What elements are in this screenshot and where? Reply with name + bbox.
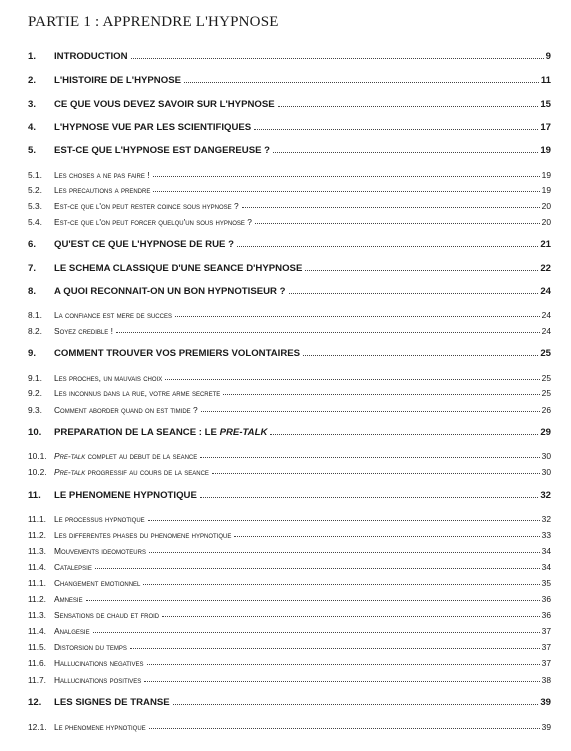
toc-section-entry[interactable]: [28, 638, 551, 652]
toc-entry-title: Est-ce que l'on peut forcer quelqu'un sous hypnose ?: [54, 217, 252, 227]
toc-page-number: 39: [540, 697, 551, 708]
toc-section-entry[interactable]: [28, 574, 551, 588]
toc-entry-number: 11.3.: [28, 546, 47, 556]
toc-section-entry[interactable]: [28, 654, 551, 668]
toc-section-entry[interactable]: [28, 369, 551, 383]
toc-page-number: 17: [540, 122, 551, 133]
toc-section-entry[interactable]: [28, 447, 551, 461]
toc-page-number: 25: [540, 348, 551, 359]
toc-page-number: 22: [540, 263, 551, 274]
toc-page-number: 39: [541, 722, 551, 732]
toc-entry-title: L'HISTOIRE DE L'HYPNOSE: [54, 75, 181, 86]
toc-entry-title: Est-ce que l'on peut rester coince sous hypnose ?: [54, 201, 239, 211]
toc-section-entry[interactable]: [28, 401, 551, 415]
dot-leader: [212, 472, 540, 474]
toc-page-number: 21: [540, 239, 551, 250]
toc-chapter-entry[interactable]: [28, 142, 551, 156]
toc-section-entry[interactable]: [28, 181, 551, 195]
toc-chapter-entry[interactable]: [28, 345, 551, 359]
toc-page-number: 24: [541, 310, 551, 320]
dot-leader: [175, 315, 540, 317]
toc-entry-title: Soyez credible !: [54, 326, 113, 336]
toc-entry-number: 11.5.: [28, 642, 47, 652]
toc-page-number: 29: [540, 427, 551, 438]
dot-leader: [148, 519, 540, 521]
toc-chapter-entry[interactable]: [28, 283, 551, 297]
toc-entry-number: 9.: [28, 348, 37, 359]
toc-entry-number: 10.1.: [28, 451, 47, 461]
toc-page-number: 35: [541, 578, 551, 588]
dot-leader: [153, 190, 539, 192]
toc-page-number: 19: [541, 185, 551, 195]
dot-leader: [86, 599, 540, 601]
toc-entry-number: 12.1.: [28, 722, 47, 732]
toc-entry-number: 3.: [28, 99, 37, 110]
toc-page-number: 32: [540, 490, 551, 501]
dot-leader: [149, 727, 540, 729]
toc-entry-title: Catalepsie: [54, 562, 92, 572]
dot-leader: [116, 331, 540, 333]
toc-chapter-entry[interactable]: [28, 236, 551, 250]
toc-section-entry[interactable]: [28, 384, 551, 398]
toc-entry-title: Les proches, un mauvais choix: [54, 373, 163, 383]
toc-entry-number: 9.3.: [28, 405, 42, 415]
toc-page-number: 20: [541, 217, 551, 227]
dot-leader: [234, 535, 539, 537]
toc-page-number: 37: [541, 642, 551, 652]
dot-leader: [273, 151, 538, 153]
toc-section-entry[interactable]: [28, 213, 551, 227]
toc-entry-title: QU'EST CE QUE L'HYPNOSE DE RUE ?: [54, 239, 234, 250]
toc-entry-number: 5.4.: [28, 217, 42, 227]
dot-leader: [254, 128, 538, 130]
toc-page-number: 37: [541, 626, 551, 636]
toc-section-entry[interactable]: [28, 671, 551, 685]
toc-entry-title: Les inconnus dans la rue, votre arme secrete: [54, 388, 221, 398]
toc-entry-title: EST-CE QUE L'HYPNOSE EST DANGEREUSE ?: [54, 145, 271, 156]
toc-page-number: 34: [541, 562, 551, 572]
dot-leader: [201, 410, 540, 412]
dot-leader: [200, 496, 538, 498]
toc-entry-title: Analgesie: [54, 626, 90, 636]
toc-entry-title: INTRODUCTION: [54, 51, 128, 62]
toc-entry-title: Les choses a ne pas faire !: [54, 170, 150, 180]
dot-leader: [242, 206, 540, 208]
dot-leader: [200, 456, 539, 458]
dot-leader: [173, 703, 539, 705]
toc-page-number: 25: [541, 373, 551, 383]
toc-entry-number: 4.: [28, 122, 37, 133]
toc-chapter-entry[interactable]: [28, 72, 551, 86]
toc-entry-title: COMMENT TROUVER VOS PREMIERS VOLONTAIRES: [54, 348, 301, 359]
toc-section-entry[interactable]: [28, 526, 551, 540]
toc-entry-title: LE SCHEMA CLASSIQUE D'UNE SEANCE D'HYPNOSE: [54, 263, 303, 274]
toc-page-number: 9: [545, 51, 551, 62]
toc-entry-number: 8.1.: [28, 310, 42, 320]
toc-entry-title: Hallucinations positives: [54, 675, 142, 685]
toc-entry-title: Sensations de chaud et froid: [54, 610, 160, 620]
toc-entry-number: 11.: [28, 490, 41, 501]
toc-chapter-entry[interactable]: [28, 260, 551, 274]
toc-chapter-entry[interactable]: [28, 694, 551, 708]
toc-entry-number: 9.2.: [28, 388, 42, 398]
toc-page-number: 36: [541, 610, 551, 620]
dot-leader: [143, 583, 539, 585]
toc-entry-number: 11.3.: [28, 610, 47, 620]
dot-leader: [270, 433, 538, 435]
toc-section-entry[interactable]: [28, 718, 551, 732]
toc-section-entry[interactable]: [28, 166, 551, 180]
toc-page-number: 19: [540, 145, 551, 156]
toc-entry-title: L'HYPNOSE VUE PAR LES SCIENTIFIQUES: [54, 122, 252, 133]
dot-leader: [165, 378, 539, 380]
toc-section-entry[interactable]: [28, 322, 551, 336]
toc-section-entry[interactable]: [28, 606, 551, 620]
toc-entry-number: 11.4.: [28, 626, 47, 636]
toc-entry-title: Amnesie: [54, 594, 83, 604]
toc-entry-number: 11.1.: [28, 514, 47, 524]
toc-section-entry[interactable]: [28, 622, 551, 636]
toc-section-entry[interactable]: [28, 306, 551, 320]
toc-entry-number: 9.1.: [28, 373, 42, 383]
toc-section-entry[interactable]: [28, 590, 551, 604]
toc-entry-number: 8.: [28, 286, 37, 297]
toc-entry-title: Pre-talk progressif au cours de la seance: [54, 467, 209, 477]
toc-entry-number: 5.3.: [28, 201, 42, 211]
dot-leader: [144, 680, 539, 682]
toc-chapter-entry[interactable]: [28, 119, 551, 133]
dot-leader: [131, 57, 544, 59]
dot-leader: [305, 269, 538, 271]
toc-entry-title: Les precautions a prendre: [54, 185, 151, 195]
toc-page-number: 25: [541, 388, 551, 398]
toc-entry-number: 10.2.: [28, 467, 47, 477]
toc-page-number: 30: [541, 467, 551, 477]
toc-entry-number: 5.2.: [28, 185, 42, 195]
toc-entry-number: 5.1.: [28, 170, 42, 180]
toc-section-entry[interactable]: [28, 510, 551, 524]
toc-entry-title: Le phenomene hypnotique: [54, 722, 146, 732]
dot-leader: [149, 551, 540, 553]
toc-entry-number: 11.1.: [28, 578, 47, 588]
dot-leader: [130, 647, 540, 649]
dot-leader: [255, 222, 540, 224]
toc-entry-title: La confiance est mere de succes: [54, 310, 172, 320]
dot-leader: [162, 615, 540, 617]
toc-entry-number: 12.: [28, 697, 42, 708]
dot-leader: [95, 567, 540, 569]
toc-entry-title: PREPARATION DE LA SEANCE : LE PRE-TALK: [54, 427, 268, 438]
toc-entry-number: 1.: [28, 51, 37, 62]
toc-chapter-entry[interactable]: [28, 48, 551, 62]
toc-page-number: 19: [541, 170, 551, 180]
dot-leader: [153, 175, 540, 177]
toc-entry-number: 2.: [28, 75, 37, 86]
toc-page-number: 26: [541, 405, 551, 415]
toc-entry-title: LES SIGNES DE TRANSE: [54, 697, 170, 708]
toc-entry-title: Changement emotionnel: [54, 578, 141, 588]
dot-leader: [93, 631, 540, 633]
dot-leader: [289, 292, 539, 294]
dot-leader: [223, 393, 539, 395]
toc-page-number: 36: [541, 594, 551, 604]
toc-entry-title: Hallucinations negatives: [54, 658, 144, 668]
toc-page-number: 24: [540, 286, 551, 297]
toc-section-entry[interactable]: [28, 542, 551, 556]
dot-leader: [184, 81, 539, 83]
toc-page-number: 15: [540, 99, 551, 110]
toc-entry-number: 10.: [28, 427, 42, 438]
toc-page-number: 34: [541, 546, 551, 556]
dot-leader: [303, 354, 538, 356]
toc-page-number: 38: [541, 675, 551, 685]
toc-entry-number: 11.6.: [28, 658, 47, 668]
toc-entry-number: 11.4.: [28, 562, 47, 572]
toc-entry-number: 7.: [28, 263, 37, 274]
dot-leader: [237, 245, 538, 247]
toc-section-entry[interactable]: [28, 558, 551, 572]
toc-page-number: 30: [541, 451, 551, 461]
toc-entry-title: Pre-talk complet au debut de la seance: [54, 451, 198, 461]
toc-entry-title: Distorsion du temps: [54, 642, 127, 652]
toc-entry-number: 5.: [28, 145, 37, 156]
toc-entry-title: CE QUE VOUS DEVEZ SAVOIR SUR L'HYPNOSE: [54, 99, 275, 110]
toc-page-number: 20: [541, 201, 551, 211]
toc-entry-title: Les differentes phases du phenomene hypnotique: [54, 530, 232, 540]
toc-entry-number: 11.7.: [28, 675, 47, 685]
toc-page-number: 37: [541, 658, 551, 668]
toc-chapter-entry[interactable]: [28, 96, 551, 110]
toc-page-number: 11: [540, 75, 551, 86]
toc-section-entry[interactable]: [28, 463, 551, 477]
toc-entry-title: Comment aborder quand on est timide ?: [54, 405, 198, 415]
part-title: PARTIE 1 : APPRENDRE L'HYPNOSE: [28, 14, 279, 30]
toc-entry-title: Mouvements ideomoteurs: [54, 546, 146, 556]
toc-page-number: 33: [541, 530, 551, 540]
toc-entry-number: 11.2.: [28, 594, 47, 604]
toc-entry-number: 8.2.: [28, 326, 42, 336]
toc-entry-title: Le processus hypnotique: [54, 514, 145, 524]
toc-entry-title: LE PHENOMENE HYPNOTIQUE: [54, 490, 197, 501]
toc-chapter-entry[interactable]: [28, 487, 551, 501]
dot-leader: [278, 105, 539, 107]
toc-section-entry[interactable]: [28, 197, 551, 211]
toc-entry-title: A QUOI RECONNAIT-ON UN BON HYPNOTISEUR ?: [54, 286, 286, 297]
dot-leader: [147, 663, 540, 665]
toc-page-number: 24: [541, 326, 551, 336]
toc-chapter-entry[interactable]: [28, 424, 551, 438]
toc-page-number: 32: [541, 514, 551, 524]
toc-entry-number: 11.2.: [28, 530, 47, 540]
toc-entry-number: 6.: [28, 239, 37, 250]
